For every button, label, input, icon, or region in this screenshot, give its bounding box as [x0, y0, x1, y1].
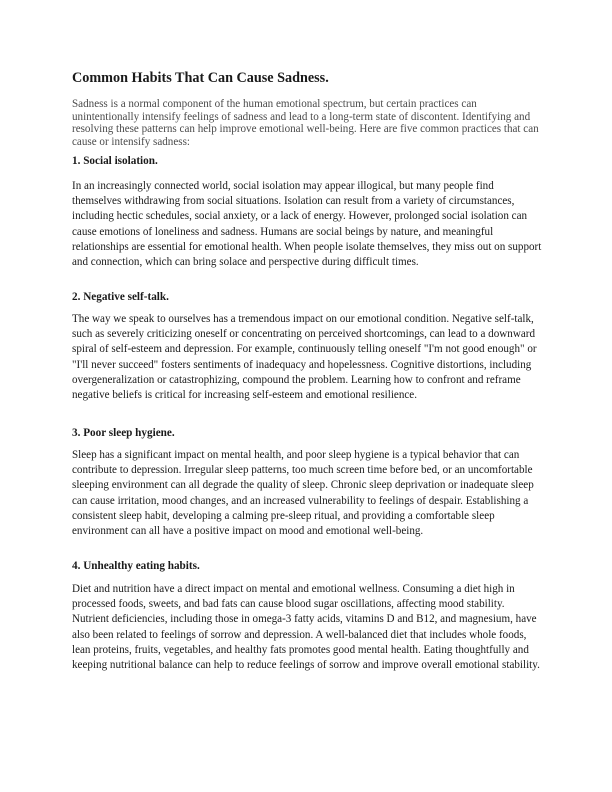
section-body-negative-self-talk: The way we speak to ourselves has a tremendous impact on our emotional condition. Negative self-talk, such as severely criticizing oneself or concentrating on perceived shortcomings, can lead to a downward spiral of self-esteem and depression. For example, continuously telling oneself "I'm not good enough" or "I'll never succeed" fosters sentiments of inadequacy and hopelessness. Cognitive distortions, including overgeneralization or catastrophizing, compound the problem. Learning how to confront and reframe negative beliefs is critical for increasing self-esteem and emotional resilience. [72, 313, 537, 402]
section-heading-unhealthy-eating-habits: 4. Unhealthy eating habits. [72, 560, 200, 572]
section-body-unhealthy-eating-habits: Diet and nutrition have a direct impact on mental and emotional wellness. Consuming a diet high in processed foods, sweets, and bad fats can cause blood sugar oscillations, affecting mood stability. Nutrient deficiencies, including those in omega-3 fatty acids, vitamins D and B12, and magnesium, have also been related to feelings of sorrow and depression. A well-balanced diet that includes whole foods, lean proteins, fruits, vegetables, and healthy fats promotes good mental health. Eating thoughtfully and keeping nutritional balance can help to reduce feelings of sorrow and improve overall emotional stability. [72, 583, 540, 672]
document-title: Common Habits That Can Cause Sadness. [72, 70, 329, 86]
section-body-poor-sleep-hygiene: Sleep has a significant impact on mental health, and poor sleep hygiene is a typical behavior that can contribute to depression. Irregular sleep patterns, too much screen time before bed, or an uncomfortable sleeping environment can all degrade the quality of sleep. Chronic sleep deprivation or inadequate sleep can cause irritation, mood changes, and an increased vulnerability to feelings of despair. Establishing a consistent sleep habit, developing a calming pre-sleep ritual, and providing a comfortable sleep environment can all have a positive impact on mood and emotional well-being. [72, 449, 534, 538]
section-heading-poor-sleep-hygiene: 3. Poor sleep hygiene. [72, 427, 175, 439]
intro-paragraph: Sadness is a normal component of the human emotional spectrum, but certain practices can unintentionally intensify feelings of sadness and lead to a long-term state of discontent. Identifying and resolving these patterns can help improve emotional well-being. Here are five common practices that can cause or intensify sadness: [72, 98, 539, 148]
section-body-social-isolation: In an increasingly connected world, social isolation may appear illogical, but many people find themselves withdrawing from social situations. Isolation can result from a variety of circumstances, including hectic schedules, social anxiety, or a lack of energy. However, prolonged social isolation can cause emotions of loneliness and sadness. Humans are social beings by nature, and meaningful relationships are essential for emotional health. When people isolate themselves, they miss out on support and connection, which can bring solace and perspective during difficult times. [72, 180, 542, 269]
section-heading-social-isolation: 1. Social isolation. [72, 155, 158, 167]
section-heading-negative-self-talk: 2. Negative self-talk. [72, 291, 169, 303]
